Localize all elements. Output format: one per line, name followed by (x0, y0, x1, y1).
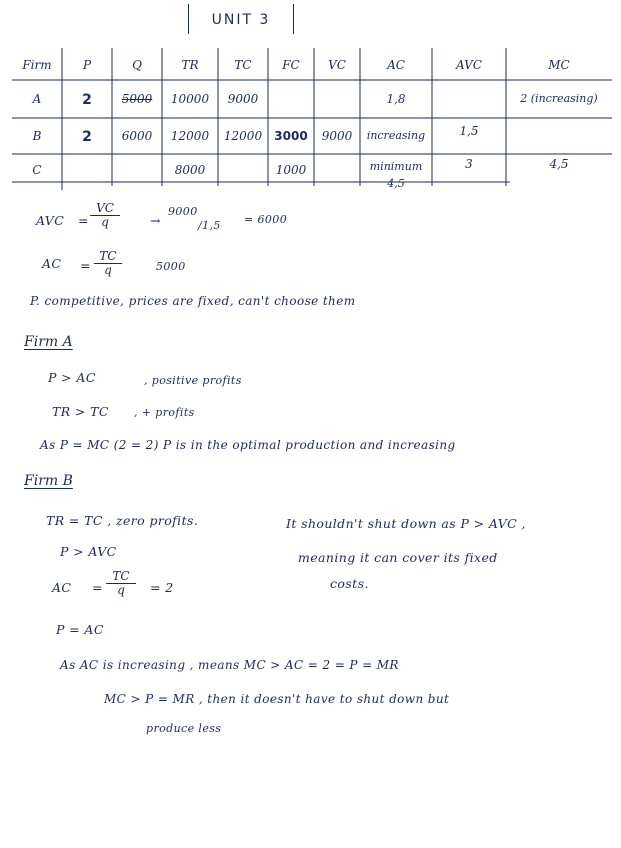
ac-fraction (94, 250, 122, 277)
avc-rhs-denominator: /1,5 (198, 219, 221, 232)
firm-a-heading: Firm A (24, 334, 73, 350)
firm-b-line2: P > AVC (60, 544, 117, 559)
row-c-avc: 3 (465, 157, 473, 171)
header-p: P (82, 58, 92, 72)
firm-a-line2-note: , + profits (134, 406, 195, 419)
firm-b-line1: TR = TC , zero profits. (46, 513, 199, 528)
equals-sign: = (78, 213, 89, 228)
header-tr: TR (181, 58, 199, 72)
header-vc: VC (328, 58, 346, 72)
header-fc: FC (282, 58, 300, 72)
row-c-tr: 8000 (174, 163, 206, 177)
row-c-mc: 4,5 (549, 157, 569, 171)
ac-label: AC (42, 256, 62, 271)
row-b-ac: increasing (366, 129, 426, 142)
firm-b-side2: meaning it can cover its fixed (298, 550, 498, 565)
row-c-fc: 1000 (275, 163, 307, 177)
ac-numerator: TC (94, 250, 122, 264)
firm-b-ac-denominator: q (117, 583, 125, 597)
firm-b-line6: MC > P = MR , then it doesn't have to shut down but (104, 692, 450, 706)
row-a-firm: A (32, 92, 42, 106)
arrow-icon: → (150, 213, 161, 228)
row-b-firm: B (32, 129, 42, 143)
avc-result: = 6000 (244, 213, 288, 226)
header-tc: TC (234, 58, 252, 72)
avc-numerator: VC (90, 202, 120, 216)
header-mc: MC (548, 58, 570, 72)
equals-sign: = (80, 258, 91, 273)
firm-a-line2: TR > TC (52, 404, 109, 419)
row-c-extra-note: 4,5 (387, 177, 405, 190)
firm-b-side3: costs. (330, 576, 369, 591)
page-title: UNIT 3 (188, 4, 294, 34)
competitive-note: P. competitive, prices are fixed, can't choose them (30, 294, 356, 308)
equals-sign: = (92, 580, 103, 595)
row-c-ac: minimum (369, 160, 423, 173)
row-b-q: 6000 (121, 129, 153, 143)
firm-b-side1: It shouldn't shut down as P > AVC , (286, 516, 526, 531)
firm-a-line1: P > AC (48, 370, 96, 385)
row-a-mc: 2 (increasing) (520, 92, 598, 105)
ac-result: 5000 (156, 260, 186, 273)
header-avc: AVC (456, 58, 482, 72)
avc-label: AVC (36, 213, 65, 228)
avc-denominator: q (101, 215, 109, 229)
firm-b-line4: P = AC (56, 622, 104, 637)
firm-b-line7: produce less (146, 722, 222, 735)
row-a-q: 5000 (121, 92, 153, 106)
row-a-ac: 1,8 (386, 92, 406, 106)
firm-b-heading: Firm B (24, 473, 73, 489)
row-b-tr: 12000 (170, 129, 210, 143)
row-c-firm: C (32, 163, 42, 177)
firm-b-ac-result: = 2 (150, 580, 174, 595)
firm-a-line3: As P = MC (2 = 2) P is in the optimal production and increasing (40, 438, 456, 452)
header-q: Q (132, 58, 142, 72)
firm-a-line1-note: , positive profits (144, 374, 242, 387)
row-b-p: 2 (82, 129, 92, 145)
row-a-p: 2 (82, 92, 92, 108)
avc-fraction (90, 202, 120, 229)
header-ac: AC (387, 58, 405, 72)
row-b-vc: 9000 (321, 129, 353, 143)
row-b-avc: 1,5 (459, 124, 479, 138)
firm-b-line5: As AC is increasing , means MC > AC = 2 = P = MR (60, 658, 399, 672)
header-firm: Firm (22, 58, 52, 72)
row-b-tc: 12000 (223, 129, 263, 143)
row-b-fc: 3000 (274, 129, 308, 143)
firm-b-ac-numerator: TC (106, 570, 136, 584)
ac-denominator: q (104, 263, 112, 277)
firm-b-ac-label: AC (52, 580, 72, 595)
firm-b-ac-fraction (106, 570, 136, 597)
avc-rhs-numerator: 9000 (168, 205, 198, 218)
row-a-tc: 9000 (227, 92, 259, 106)
row-a-tr: 10000 (170, 92, 210, 106)
